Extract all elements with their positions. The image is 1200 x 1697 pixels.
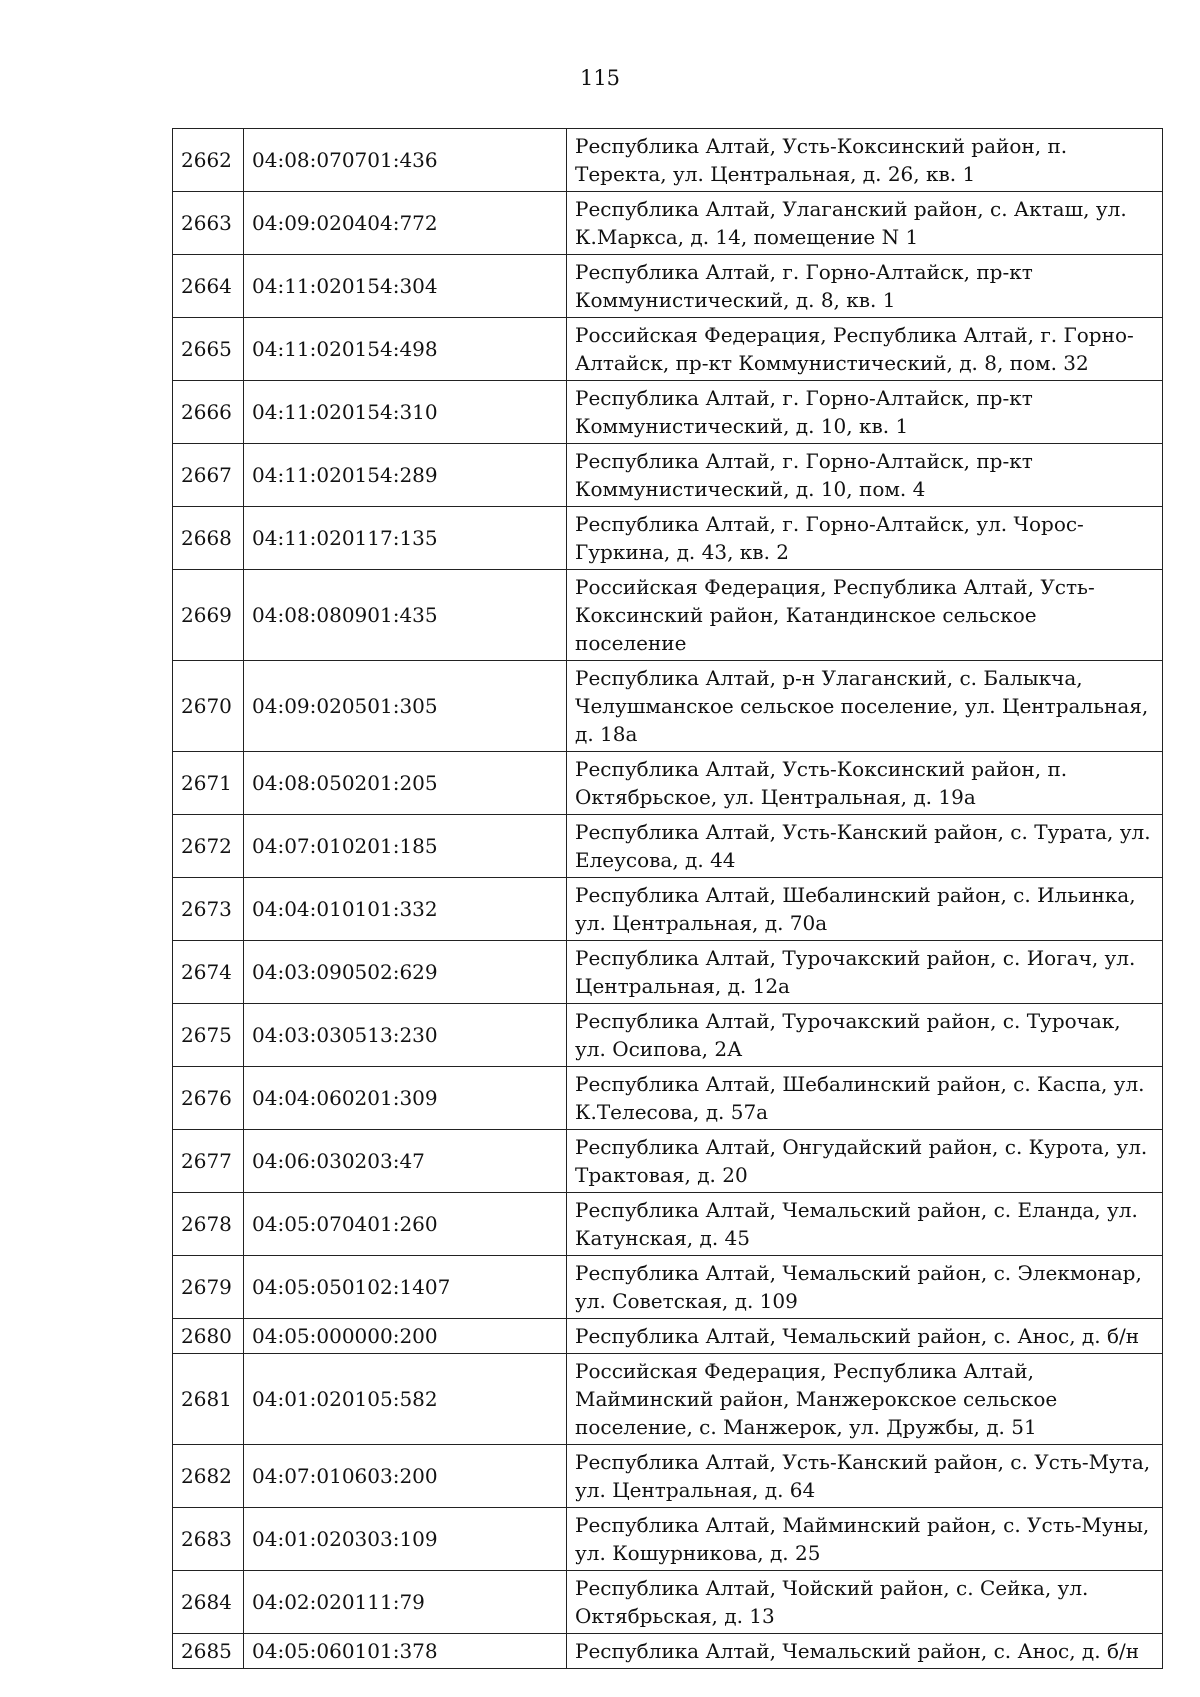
row-number: 2681 — [173, 1354, 244, 1445]
table-row — [173, 255, 1163, 318]
address: Республика Алтай, Усть-Коксинский район, п. Октябрьское, ул. Центральная, д. 19а — [567, 752, 1163, 815]
address: Республика Алтай, Чемальский район, с. Анос, д. б/н — [567, 1319, 1163, 1354]
row-number: 2684 — [173, 1571, 244, 1634]
row-number: 2666 — [173, 381, 244, 444]
address: Республика Алтай, р-н Улаганский, с. Балыкча, Челушманское сельское поселение, ул. Центральная, д. 18а — [567, 661, 1163, 752]
row-number: 2671 — [173, 752, 244, 815]
cadastral-number: 04:11:020154:289 — [244, 444, 567, 507]
cadastral-number: 04:09:020404:772 — [244, 192, 567, 255]
cadastral-number: 04:11:020154:304 — [244, 255, 567, 318]
row-number: 2673 — [173, 878, 244, 941]
cadastral-number: 04:04:010101:332 — [244, 878, 567, 941]
address: Республика Алтай, Чемальский район, с. Еланда, ул. Катунская, д. 45 — [567, 1193, 1163, 1256]
row-number: 2674 — [173, 941, 244, 1004]
address: Республика Алтай, Чойский район, с. Сейка, ул. Октябрьская, д. 13 — [567, 1571, 1163, 1634]
address: Республика Алтай, Майминский район, с. Усть-Муны, ул. Кошурникова, д. 25 — [567, 1508, 1163, 1571]
address: Республика Алтай, Чемальский район, с. Элекмонар, ул. Советская, д. 109 — [567, 1256, 1163, 1319]
table-row — [173, 507, 1163, 570]
table-row — [173, 1130, 1163, 1193]
cadastral-number: 04:08:080901:435 — [244, 570, 567, 661]
address: Республика Алтай, Улаганский район, с. Акташ, ул. К.Маркса, д. 14, помещение N 1 — [567, 192, 1163, 255]
address: Республика Алтай, Турочакский район, с. Иогач, ул. Центральная, д. 12а — [567, 941, 1163, 1004]
table-row — [173, 1193, 1163, 1256]
address: Республика Алтай, Онгудайский район, с. Курота, ул. Трактовая, д. 20 — [567, 1130, 1163, 1193]
table-row — [173, 661, 1163, 752]
row-number: 2676 — [173, 1067, 244, 1130]
row-number: 2664 — [173, 255, 244, 318]
table-row — [173, 1508, 1163, 1571]
address: Республика Алтай, г. Горно-Алтайск, ул. Чорос-Гуркина, д. 43, кв. 2 — [567, 507, 1163, 570]
cadastral-number: 04:05:060101:378 — [244, 1634, 567, 1669]
table-body — [173, 129, 1163, 1669]
cadastral-number: 04:08:070701:436 — [244, 129, 567, 192]
table-row — [173, 815, 1163, 878]
row-number: 2668 — [173, 507, 244, 570]
table-row — [173, 1067, 1163, 1130]
table-row — [173, 570, 1163, 661]
address: Российская Федерация, Республика Алтай, г. Горно-Алтайск, пр-кт Коммунистический, д. 8, пом. 32 — [567, 318, 1163, 381]
cadastral-number: 04:03:030513:230 — [244, 1004, 567, 1067]
table-row — [173, 192, 1163, 255]
table-row — [173, 752, 1163, 815]
address: Республика Алтай, Усть-Канский район, с. Усть-Мута, ул. Центральная, д. 64 — [567, 1445, 1163, 1508]
row-number: 2682 — [173, 1445, 244, 1508]
cadastral-number: 04:03:090502:629 — [244, 941, 567, 1004]
address: Республика Алтай, Усть-Канский район, с. Турата, ул. Елеусова, д. 44 — [567, 815, 1163, 878]
property-table — [172, 128, 1163, 1669]
row-number: 2667 — [173, 444, 244, 507]
cadastral-number: 04:11:020154:310 — [244, 381, 567, 444]
address: Республика Алтай, г. Горно-Алтайск, пр-кт Коммунистический, д. 10, кв. 1 — [567, 381, 1163, 444]
cadastral-number: 04:01:020303:109 — [244, 1508, 567, 1571]
address: Республика Алтай, Шебалинский район, с. Ильинка, ул. Центральная, д. 70а — [567, 878, 1163, 941]
table-row — [173, 878, 1163, 941]
table-row — [173, 941, 1163, 1004]
cadastral-number: 04:07:010603:200 — [244, 1445, 567, 1508]
cadastral-number: 04:08:050201:205 — [244, 752, 567, 815]
table-row — [173, 1634, 1163, 1669]
cadastral-number: 04:01:020105:582 — [244, 1354, 567, 1445]
address: Российская Федерация, Республика Алтай, Майминский район, Манжерокское сельское поселение, с. Манжерок, ул. Дружбы, д. 51 — [567, 1354, 1163, 1445]
row-number: 2680 — [173, 1319, 244, 1354]
row-number: 2670 — [173, 661, 244, 752]
row-number: 2679 — [173, 1256, 244, 1319]
cadastral-number: 04:05:050102:1407 — [244, 1256, 567, 1319]
table-row — [173, 318, 1163, 381]
cadastral-number: 04:09:020501:305 — [244, 661, 567, 752]
address: Республика Алтай, г. Горно-Алтайск, пр-кт Коммунистический, д. 10, пом. 4 — [567, 444, 1163, 507]
table-row — [173, 381, 1163, 444]
table-row — [173, 1256, 1163, 1319]
table-row — [173, 444, 1163, 507]
page-number: 115 — [579, 66, 621, 90]
row-number: 2683 — [173, 1508, 244, 1571]
address: Республика Алтай, Шебалинский район, с. Каспа, ул. К.Телесова, д. 57а — [567, 1067, 1163, 1130]
cadastral-number: 04:11:020154:498 — [244, 318, 567, 381]
address: Республика Алтай, Усть-Коксинский район, п. Теректа, ул. Центральная, д. 26, кв. 1 — [567, 129, 1163, 192]
row-number: 2665 — [173, 318, 244, 381]
row-number: 2678 — [173, 1193, 244, 1256]
row-number: 2669 — [173, 570, 244, 661]
table-row — [173, 1354, 1163, 1445]
cadastral-number: 04:04:060201:309 — [244, 1067, 567, 1130]
address: Российская Федерация, Республика Алтай, Усть-Коксинский район, Катандинское сельское поселение — [567, 570, 1163, 661]
table-row — [173, 1445, 1163, 1508]
row-number: 2662 — [173, 129, 244, 192]
row-number: 2675 — [173, 1004, 244, 1067]
table-row — [173, 1004, 1163, 1067]
cadastral-number: 04:06:030203:47 — [244, 1130, 567, 1193]
cadastral-number: 04:05:000000:200 — [244, 1319, 567, 1354]
table-row — [173, 1571, 1163, 1634]
cadastral-number: 04:07:010201:185 — [244, 815, 567, 878]
row-number: 2672 — [173, 815, 244, 878]
table-row — [173, 129, 1163, 192]
row-number: 2677 — [173, 1130, 244, 1193]
row-number: 2663 — [173, 192, 244, 255]
cadastral-number: 04:02:020111:79 — [244, 1571, 567, 1634]
address: Республика Алтай, г. Горно-Алтайск, пр-кт Коммунистический, д. 8, кв. 1 — [567, 255, 1163, 318]
address: Республика Алтай, Чемальский район, с. Анос, д. б/н — [567, 1634, 1163, 1669]
cadastral-number: 04:11:020117:135 — [244, 507, 567, 570]
cadastral-number: 04:05:070401:260 — [244, 1193, 567, 1256]
row-number: 2685 — [173, 1634, 244, 1669]
table-row — [173, 1319, 1163, 1354]
address: Республика Алтай, Турочакский район, с. Турочак, ул. Осипова, 2А — [567, 1004, 1163, 1067]
